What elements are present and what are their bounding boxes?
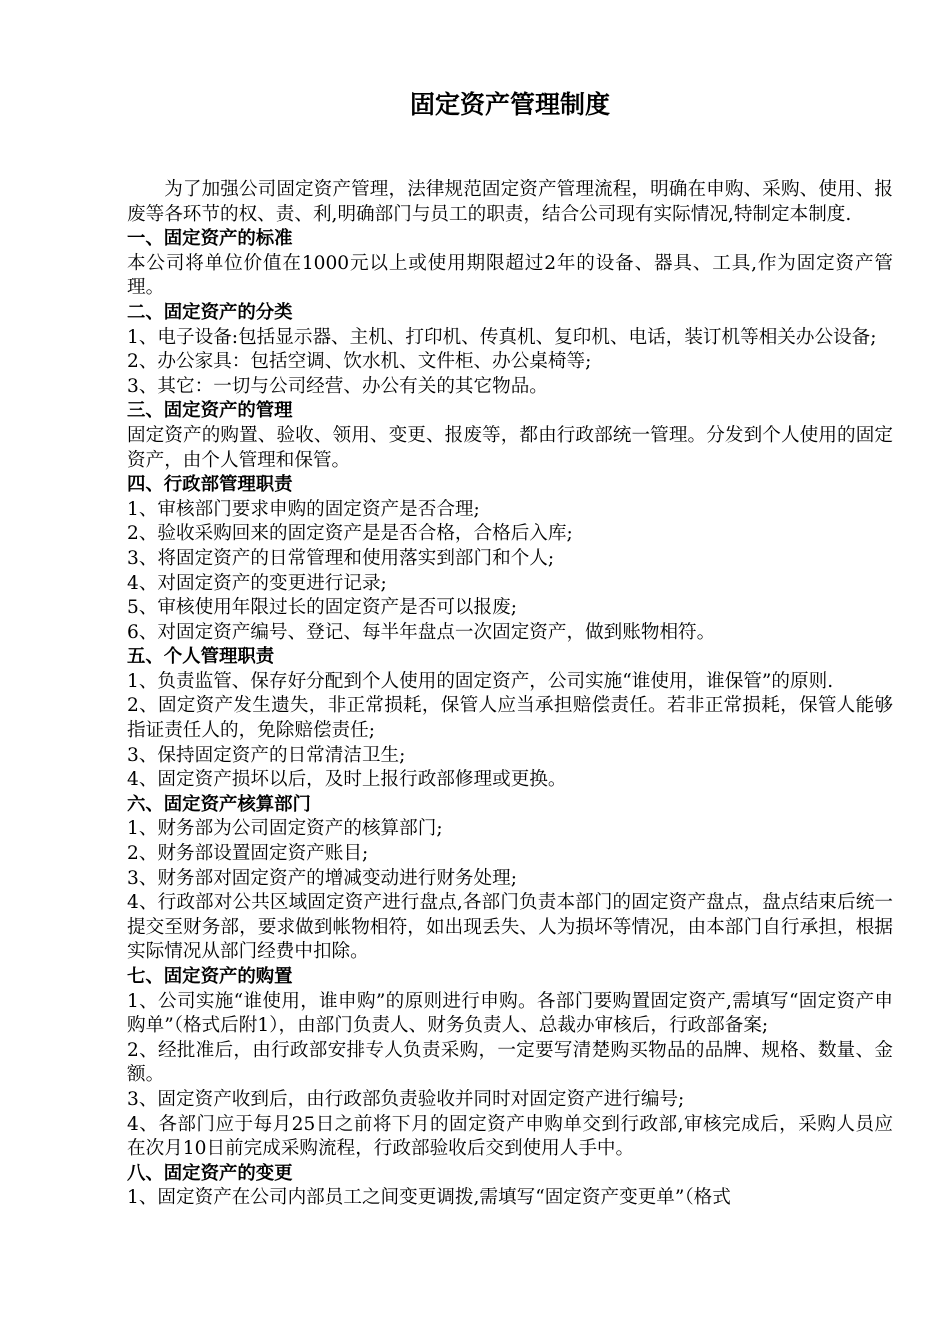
paragraph: 1、审核部门要求申购的固定资产是否合理; [127,498,480,520]
paragraph: 5、审核使用年限过长的固定资产是否可以报废; [127,597,517,619]
section-heading-purchase: 七、固定资产的购置 [127,966,293,987]
paragraph: 固定资产的购置、验收、领用、变更、报废等，都由行政部统一管理。分发到个人使用的固定资产，由个人管理和保管。 [127,424,893,471]
paragraph: 3、固定资产收到后，由行政部负责验收并同时对固定资产进行编号; [127,1088,685,1110]
section-heading-personal-duties: 五、个人管理职责 [127,646,275,668]
paragraph: 2、固定资产发生遗失，非正常损耗，保管人应当承担赔偿责任。若非正常损耗，保管人能够指证责任人的，免除赔偿责任; [127,695,893,742]
paragraph: 2、财务部设置固定资产账目; [127,843,369,865]
section-heading-management: 三、固定资产的管理 [127,400,293,422]
paragraph: 1、电子设备:包括显示器、主机、打印机、传真机、复印机、电话，装订机等相关办公设备; [127,326,877,348]
paragraph: 2、经批准后，由行政部安排专人负责采购，一定要写清楚购买物品的品牌、规格、数量、金额。 [127,1039,893,1086]
paragraph: 2、验收采购回来的固定资产是是否合格，合格后入库; [127,523,573,545]
paragraph: 4、对固定资产的变更进行记录; [127,572,387,594]
paragraph: 4、固定资产损坏以后，及时上报行政部修理或更换。 [127,769,567,791]
document-title: 固定资产管理制度 [409,90,610,119]
paragraph: 本公司将单位价值在1000元以上或使用期限超过2年的设备、器具、工具,作为固定资产管理。 [127,252,893,299]
section-heading-classification: 二、固定资产的分类 [127,301,293,323]
intro-paragraph: 为了加强公司固定资产管理，法律规范固定资产管理流程，明确在申购、采购、使用、报废等各环节的权、责、利,明确部门与员工的职责，结合公司现有实际情况,特制定本制度. [127,179,893,225]
paragraph: 6、对固定资产编号、登记、每半年盘点一次固定资产，做到账物相符。 [127,621,716,643]
paragraph: 1、负责监管、保存好分配到个人使用的固定资产，公司实施“谁使用，谁保管”的原则. [127,670,834,692]
paragraph: 4、行政部对公共区域固定资产进行盘点,各部门负责本部门的固定资产盘点，盘点结束后统一提交至财务部，要求做到帐物相符，如出现丢失、人为损坏等情况，由本部门自行承担，根据实际情况从部门经费中扣除。 [127,892,893,963]
section-heading-accounting: 六、固定资产核算部门 [127,793,311,815]
paragraph: 3、其它：一切与公司经营、办公有关的其它物品。 [127,375,548,397]
paragraph: 3、保持固定资产的日常清洁卫生; [127,744,406,766]
section-heading-standard: 一、固定资产的标准 [127,228,293,250]
paragraph: 2、办公家具：包括空调、饮水机、文件柜、办公桌椅等; [127,351,592,373]
paragraph: 1、固定资产在公司内部员工之间变更调拨,需填写“固定资产变更单”（格式 [127,1187,731,1209]
section-heading-change: 八、固定资产的变更 [127,1162,293,1184]
paragraph: 3、将固定资产的日常管理和使用落实到部门和个人; [127,547,555,569]
section-heading-admin-duties: 四、行政部管理职责 [127,474,293,496]
paragraph: 4、各部门应于每月25日之前将下月的固定资产申购单交到行政部,审核完成后，采购人员应在次月10日前完成采购流程，行政部验收后交到使用人手中。 [127,1113,893,1160]
paragraph: 1、财务部为公司固定资产的核算部门; [127,818,443,840]
paragraph: 3、财务部对固定资产的增减变动进行财务处理; [127,867,517,889]
document-body [127,178,893,1211]
paragraph: 1、公司实施“谁使用，谁申购”的原则进行申购。各部门要购置固定资产,需填写“固定资产申购单”（格式后附1），由部门负责人、财务负责人、总裁办审核后，行政部备案; [127,990,893,1037]
